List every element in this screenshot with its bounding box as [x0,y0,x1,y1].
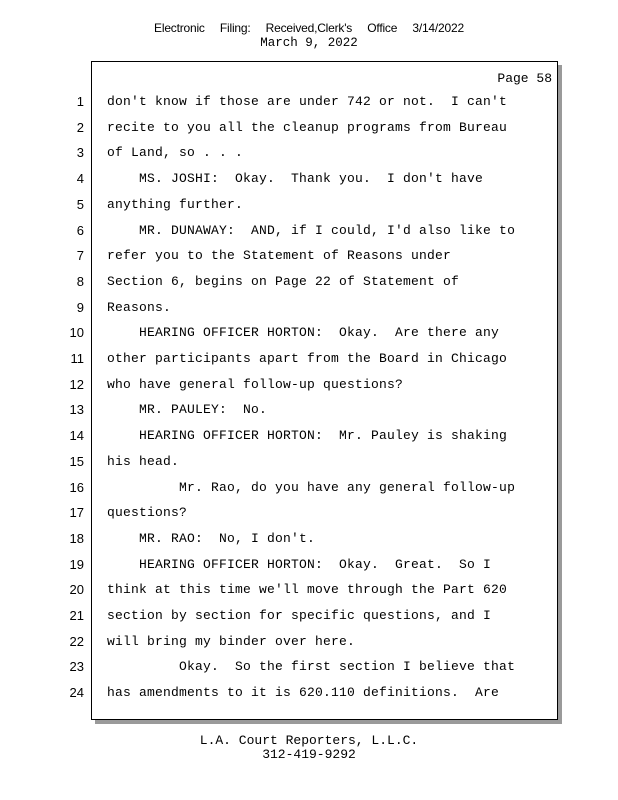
line-number: 7 [76,248,84,264]
transcript-line [0,608,560,628]
line-text: MR. RAO: No, I don't. [107,530,316,546]
footer-phone: 312-419-9292 [262,747,356,762]
line-number: 19 [69,556,84,572]
line-number: 20 [69,582,84,598]
line-text: Mr. Rao, do you have any general follow-up [107,479,516,495]
transcript-line [0,505,560,525]
filing-stamp-part: Filing: [219,21,251,35]
line-number: 21 [69,608,84,623]
line-number: 6 [76,222,84,238]
line-number: 18 [69,530,84,546]
transcript-line [0,634,560,654]
line-text: Okay. So the first section I believe that [107,659,516,675]
line-text: will bring my binder over here. [107,633,356,649]
transcript-line [0,582,560,602]
line-text: has amendments to it is 620.110 definitions. Are [107,685,500,701]
line-text: HEARING OFFICER HORTON: Okay. Great. So I [107,556,492,572]
transcript-line [0,402,560,422]
line-text: Reasons. [107,299,172,315]
transcript-line [0,659,560,679]
line-number: 3 [76,145,84,161]
line-number: 8 [76,273,84,289]
footer-company: L.A. Court Reporters, L.L.C. [199,733,419,748]
line-number: 12 [69,376,84,392]
line-text: questions? [107,505,188,521]
transcript-line [0,685,560,705]
transcript-line [0,428,560,448]
transcript-line [0,171,560,191]
line-text: MR. PAULEY: No. [107,402,268,418]
transcript-line [0,480,560,500]
line-number: 13 [69,402,84,418]
line-text: recite to you all the cleanup programs from Bureau [107,119,508,135]
line-number: 11 [70,351,84,366]
transcript-line [0,274,560,294]
line-number: 2 [76,119,84,135]
filing-stamp [0,21,618,35]
filing-stamp-part: Office [367,21,398,35]
line-number: 17 [69,505,84,521]
transcript-line [0,531,560,551]
transcript-line [0,351,560,371]
line-text: Section 6, begins on Page 22 of Statement of [107,273,460,289]
line-text: refer you to the Statement of Reasons under [107,248,452,264]
line-number: 24 [69,685,84,701]
line-number: 15 [69,453,84,469]
transcript-line [0,94,560,114]
line-text: of Land, so . . . [107,145,244,161]
transcript-line [0,223,560,243]
transcript-line [0,325,560,345]
line-text: HEARING OFFICER HORTON: Mr. Pauley is shaking [107,428,508,444]
line-number: 14 [69,428,84,444]
transcript-line [0,248,560,268]
line-number: 10 [69,325,84,341]
line-text: other participants apart from the Board in Chicago [107,351,508,366]
line-text: don't know if those are under 742 or not. I can't [107,94,508,109]
line-text: MS. JOSHI: Okay. Thank you. I don't have [107,171,484,187]
transcript-line [0,145,560,165]
transcript-line [0,300,560,320]
page-number: Page 58 [497,71,552,86]
line-number: 1 [76,94,84,109]
line-number: 4 [76,171,84,187]
transcript-line [0,454,560,474]
line-text: who have general follow-up questions? [107,376,404,392]
line-number: 16 [69,479,84,495]
hearing-date: March 9, 2022 [260,36,358,50]
line-text: MR. DUNAWAY: AND, if I could, I'd also like to [107,222,516,238]
line-number: 22 [69,633,84,649]
transcript-line [0,197,560,217]
line-text: think at this time we'll move through the Part 620 [107,582,508,598]
line-number: 23 [69,659,84,675]
filing-stamp-part: 3/14/2022 [412,21,464,35]
line-text: section by section for specific questions, and I [107,608,492,623]
line-text: anything further. [107,196,244,212]
line-number: 5 [76,196,84,212]
transcript-line [0,377,560,397]
transcript-line [0,120,560,140]
filing-stamp-part: Electronic [154,21,205,35]
transcript-line [0,557,560,577]
line-text: his head. [107,453,180,469]
line-text: HEARING OFFICER HORTON: Okay. Are there any [107,325,500,341]
line-number: 9 [76,299,84,315]
filing-stamp-part: Received,Clerk's [265,21,353,35]
